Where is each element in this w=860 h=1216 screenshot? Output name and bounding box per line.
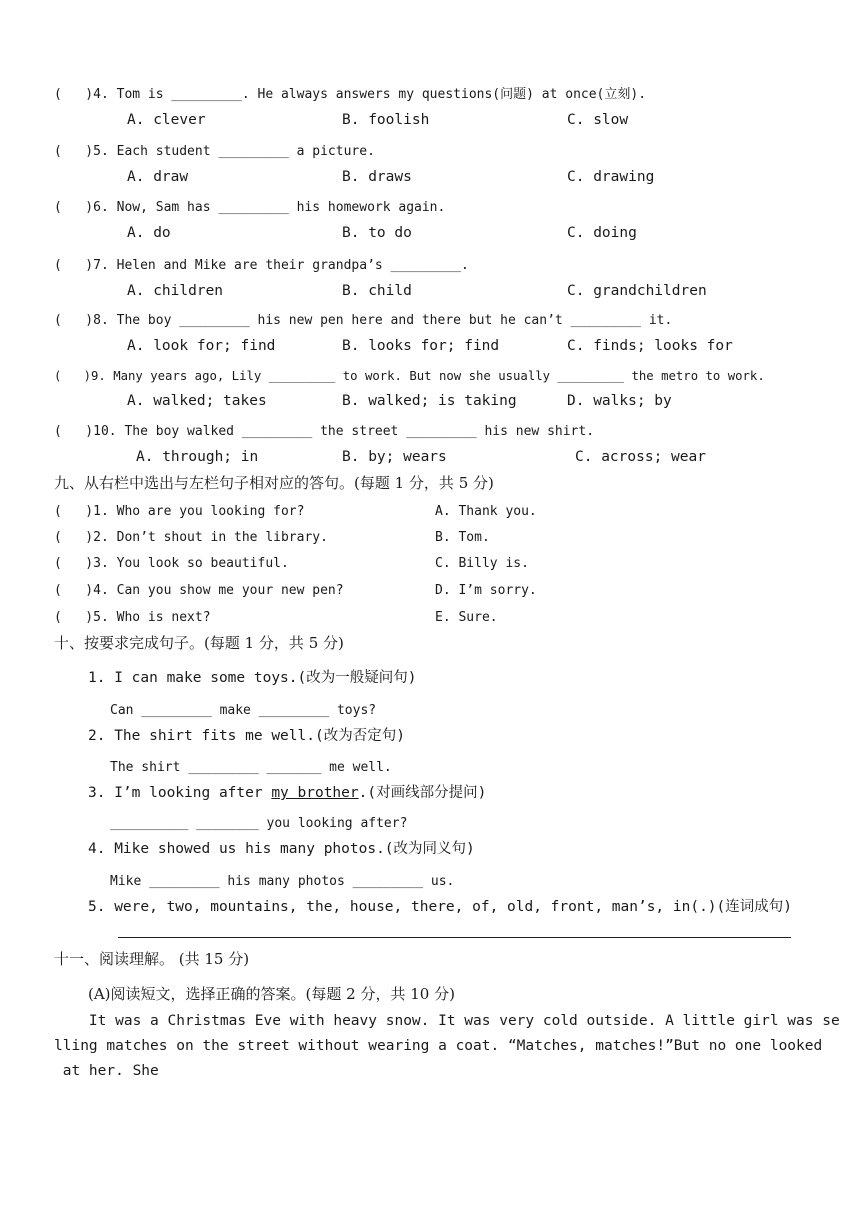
mc-q5-option-b: B. draws [342,169,412,185]
mc-q5-stem: ( )5. Each student _________ a picture. [54,144,375,159]
mc-q7-stem: ( )7. Helen and Mike are their grandpa’s _________. [54,258,469,273]
section-10-title: 十、按要求完成句子。(每题 1 分，共 5 分) [54,634,344,652]
mc-q6-option-a: A. do [127,225,171,241]
mc-q6-stem: ( )6. Now, Sam has _________ his homework again. [54,200,446,215]
answer-line [118,937,791,938]
rewrite-q3 [88,784,486,802]
rewrite-q4: 4. Mike showed us his many photos.(改为同义句) [88,841,475,857]
mc-q9-option-b: B. walked; is taking [342,393,517,409]
mc-q4-option-a: A. clever [127,112,206,128]
match-right-c: C. Billy is. [435,556,529,571]
mc-q10-option-c: C. across; wear [575,449,706,465]
mc-q6-option-c: C. doing [567,225,637,241]
match-right-d: D. I’m sorry. [435,583,537,598]
mc-q10-stem: ( )10. The boy walked _________ the street _________ his new shirt. [54,424,595,439]
mc-q9-option-a: A. walked; takes [127,393,267,409]
match-left-4: ( )4. Can you show me your new pen? [54,583,344,598]
match-left-5: ( )5. Who is next? [54,610,211,625]
match-left-3: ( )3. You look so beautiful. [54,556,289,571]
mc-q7-option-b: B. child [342,283,412,299]
match-left-2: ( )2. Don’t shout in the library. [54,530,328,545]
mc-q4-option-c: C. slow [567,112,629,128]
rewrite-q2: 2. The shirt fits me well.(改为否定句) [88,728,405,744]
rewrite-q3-pre: 3. I’m looking after [88,785,272,801]
passage-line-2: lling matches on the street without wearing a coat. “Matches, matches!”But no one looked [54,1038,823,1054]
mc-q8-option-c: C. finds; looks for [567,338,733,354]
rewrite-q1: 1. I can make some toys.(改为一般疑问句) [88,670,417,686]
rewrite-a1: Can _________ make _________ toys? [110,703,377,718]
reading-a-instruction: (A)阅读短文，选择正确的答案。(每题 2 分，共 10 分) [88,985,455,1003]
match-right-a: A. Thank you. [435,504,537,519]
mc-q8-option-a: A. look for; find [127,338,276,354]
mc-q7-option-a: A. children [127,283,224,299]
mc-q9-option-c: D. walks; by [567,393,672,409]
mc-q6-option-b: B. to do [342,225,412,241]
match-right-b: B. Tom. [435,530,490,545]
rewrite-q5: 5. were, two, mountains, the, house, there, of, old, front, man’s, in(.)(连词成句) [88,899,793,915]
mc-q10-option-b: B. by; wears [342,449,447,465]
rewrite-a4: Mike _________ his many photos _________ us. [110,874,455,889]
mc-q10-option-a: A. through; in [136,449,259,465]
mc-q5-option-c: C. drawing [567,169,655,185]
rewrite-q3-post: .(对画线部分提问) [358,785,487,801]
underlined-phrase: my brother [271,785,359,801]
mc-q7-option-c: C. grandchildren [567,283,707,299]
mc-q8-stem: ( )8. The boy _________ his new pen here and there but he can’t _________ it. [54,313,673,328]
passage-line-1: It was a Christmas Eve with heavy snow. It was very cold outside. A little girl was se [54,1013,840,1029]
section-9-title: 九、从右栏中选出与左栏句子相对应的答句。(每题 1 分，共 5 分) [54,474,494,492]
passage-line-3: at her. She [54,1063,159,1079]
mc-q4-stem: ( )4. Tom is _________. He always answers my questions(问题) at once(立刻). [54,87,647,102]
rewrite-a3: __________ ________ you looking after? [110,816,408,831]
match-left-1: ( )1. Who are you looking for? [54,504,305,519]
mc-q5-option-a: A. draw [127,169,189,185]
rewrite-a2: The shirt _________ _______ me well. [110,760,392,775]
section-11-title: 十一、阅读理解。 (共 15 分) [54,950,250,968]
mc-q8-option-b: B. looks for; find [342,338,500,354]
mc-q4-option-b: B. foolish [342,112,430,128]
mc-q9-stem: ( )9. Many years ago, Lily _________ to work. But now she usually _________ the metro to work. [54,369,765,383]
match-right-e: E. Sure. [435,610,498,625]
